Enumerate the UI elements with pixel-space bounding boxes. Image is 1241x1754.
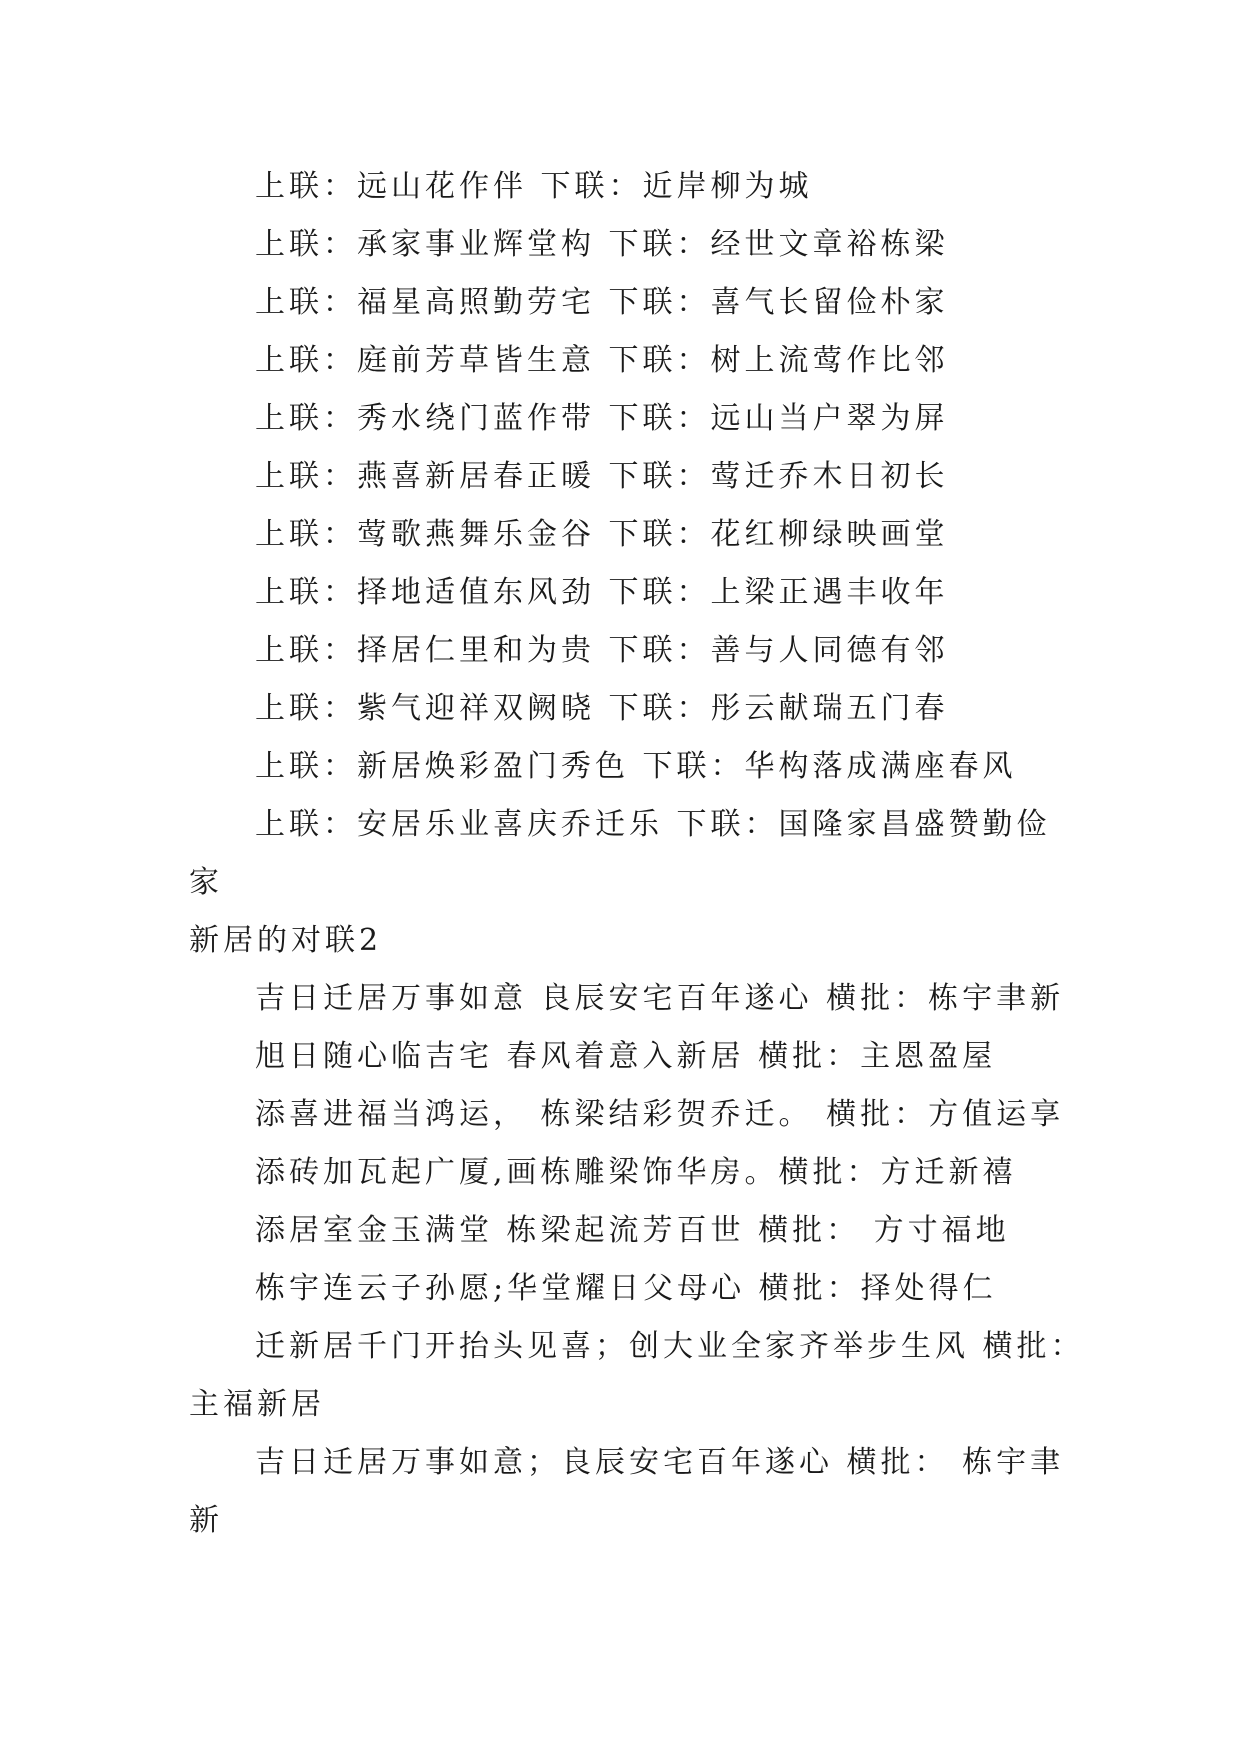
document-body [189, 158, 1085, 1550]
couplet-line: 上联：庭前芳草皆生意 下联：树上流莺作比邻 [255, 343, 949, 378]
couplet-line: 上联：择居仁里和为贵 下联：善与人同德有邻 [255, 633, 949, 668]
couplet-line: 添喜进福当鸿运， 栋梁结彩贺乔迁。 横批：方值运享 [255, 1097, 1065, 1132]
couplet-line: 吉日迁居万事如意 良辰安宅百年遂心 横批：栋宇聿新 [255, 981, 1065, 1016]
couplet-line-continuation: 主福新居 [189, 1387, 325, 1422]
couplet-line-continuation: 家 [189, 865, 223, 900]
couplet-line: 栋宇连云子孙愿;华堂耀日父母心 横批：择处得仁 [255, 1271, 997, 1306]
couplet-line: 上联：新居焕彩盈门秀色 下联：华构落成满座春风 [255, 749, 1017, 784]
couplet-line: 上联：燕喜新居春正暖 下联：莺迁乔木日初长 [255, 459, 949, 494]
couplet-line: 上联：安居乐业喜庆乔迁乐 下联：国隆家昌盛赞勤俭 [255, 807, 1051, 842]
couplet-line: 吉日迁居万事如意；良辰安宅百年遂心 横批： 栋宇聿 [255, 1445, 1065, 1480]
section-heading: 新居的对联2 [189, 923, 383, 958]
couplet-line: 上联：秀水绕门蓝作带 下联：远山当户翠为屏 [255, 401, 949, 436]
couplet-line: 添砖加瓦起广厦,画栋雕梁饰华房。横批：方迁新禧 [255, 1155, 1017, 1190]
couplet-line: 上联：承家事业辉堂构 下联：经世文章裕栋梁 [255, 227, 949, 262]
couplet-line: 迁新居千门开抬头见喜；创大业全家齐举步生风 横批： [255, 1329, 1085, 1364]
couplet-line: 上联：远山花作伴 下联：近岸柳为城 [255, 169, 813, 204]
couplet-line: 上联：择地适值东风劲 下联：上梁正遇丰收年 [255, 575, 949, 610]
couplet-line: 旭日随心临吉宅 春风着意入新居 横批：主恩盈屋 [255, 1039, 997, 1074]
couplet-line: 添居室金玉满堂 栋梁起流芳百世 横批： 方寸福地 [255, 1213, 1010, 1248]
couplet-line-continuation: 新 [189, 1503, 223, 1538]
couplet-line: 上联：莺歌燕舞乐金谷 下联：花红柳绿映画堂 [255, 517, 949, 552]
couplet-line: 上联：紫气迎祥双阙晓 下联：彤云献瑞五门春 [255, 691, 949, 726]
couplet-line: 上联：福星高照勤劳宅 下联：喜气长留俭朴家 [255, 285, 949, 320]
